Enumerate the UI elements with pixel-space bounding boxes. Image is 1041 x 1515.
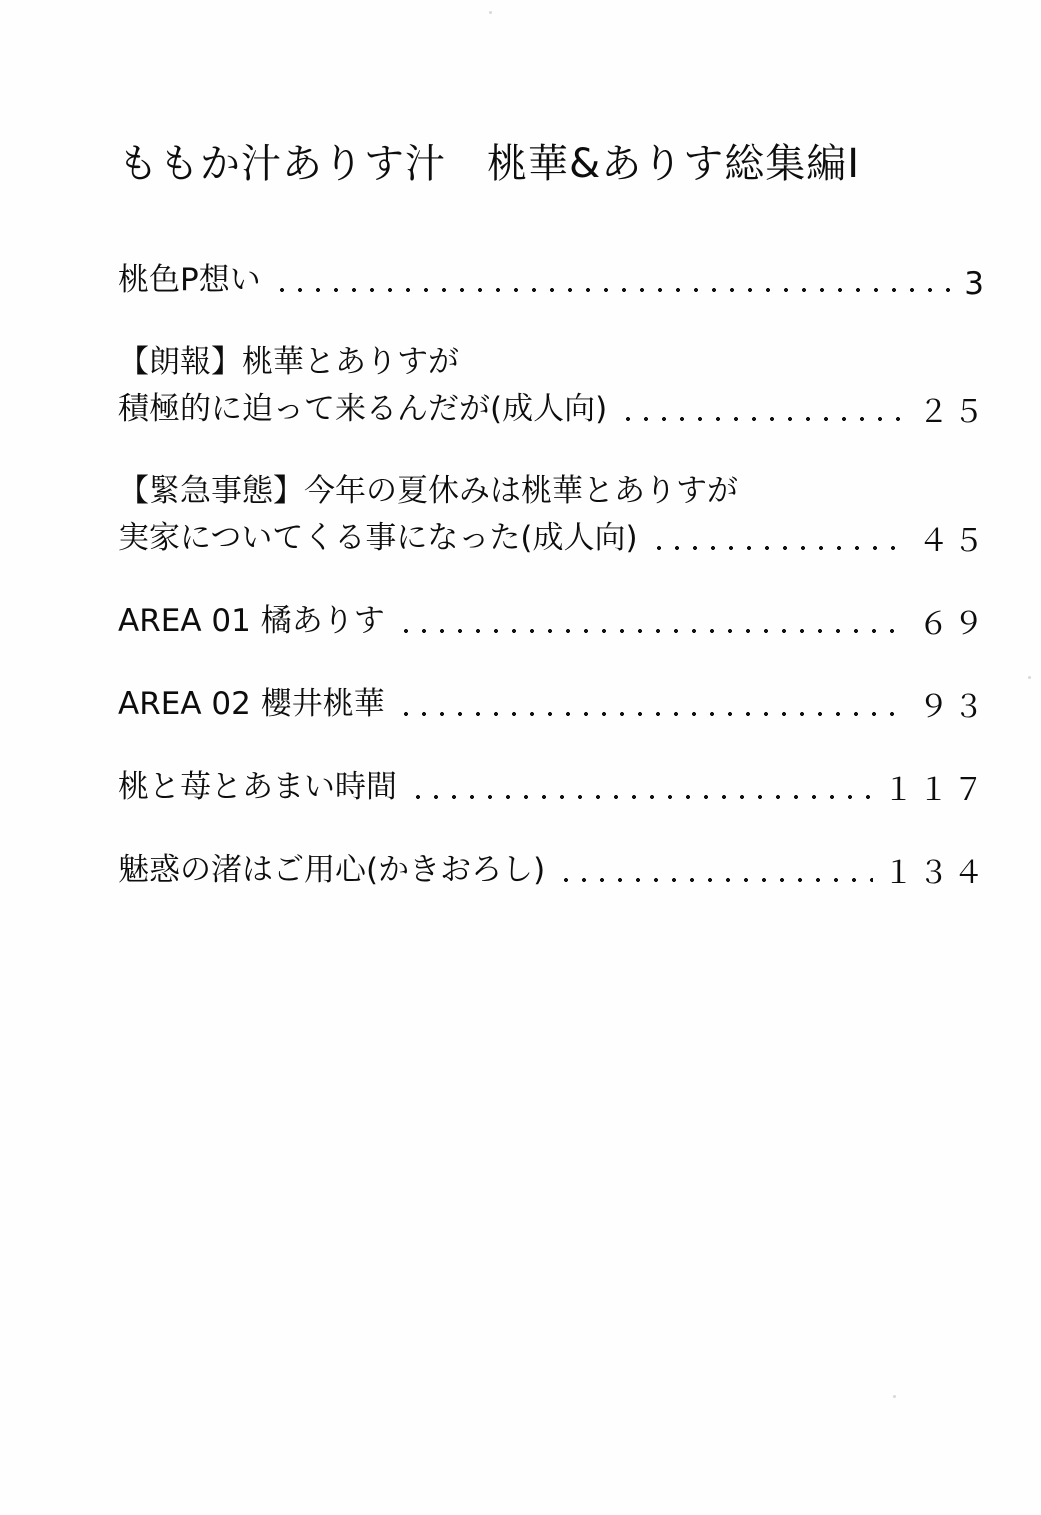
page-speck	[1028, 676, 1031, 679]
toc-page-number: ９３	[918, 689, 988, 726]
toc-leader-dots	[557, 878, 873, 882]
toc-entry-label: 実家についてくる事になった(成人向)	[118, 520, 638, 557]
page-speck	[893, 1395, 896, 1398]
table-of-contents	[118, 258, 988, 930]
toc-entry-line1: 【朗報】桃華とありすが	[118, 344, 459, 381]
toc-entry-label: 桃色P想い	[118, 262, 261, 298]
toc-entry[interactable]	[118, 258, 988, 302]
toc-entry[interactable]	[118, 469, 988, 560]
toc-leader-dots	[409, 795, 873, 799]
toc-entry-line1: 【緊急事態】今年の夏休みは桃華とありすが	[118, 473, 738, 510]
toc-entry[interactable]	[118, 847, 988, 892]
toc-entry[interactable]	[118, 681, 988, 726]
toc-leader-dots	[619, 417, 908, 421]
toc-entry[interactable]	[118, 598, 988, 643]
toc-leader-dots	[650, 546, 908, 550]
toc-entry-label: 桃と苺とあまい時間	[118, 769, 397, 806]
toc-leader-dots	[397, 629, 908, 633]
toc-entry[interactable]	[118, 764, 988, 809]
toc-entry[interactable]	[118, 340, 988, 431]
toc-page-number: 3	[964, 266, 988, 303]
toc-page-number: ４５	[918, 523, 988, 560]
toc-entry-label: AREA 01 橘ありす	[118, 603, 385, 640]
toc-page-number: ２５	[918, 394, 988, 431]
toc-entry-label: 魅惑の渚はご用心(かきおろし)	[118, 852, 546, 889]
toc-entry-label: 積極的に迫って来るんだが(成人向)	[118, 391, 608, 428]
toc-page-number: １１７	[883, 772, 988, 809]
toc-leader-dots	[397, 712, 908, 716]
toc-entry-label: AREA 02 櫻井桃華	[118, 686, 385, 723]
toc-leader-dots	[273, 288, 955, 292]
page-speck	[489, 11, 492, 14]
page-title: ももか汁ありす汁 桃華&ありす総集編Ⅰ	[118, 141, 860, 187]
toc-page-number: １３４	[883, 855, 988, 892]
toc-page-number: ６９	[918, 606, 988, 643]
